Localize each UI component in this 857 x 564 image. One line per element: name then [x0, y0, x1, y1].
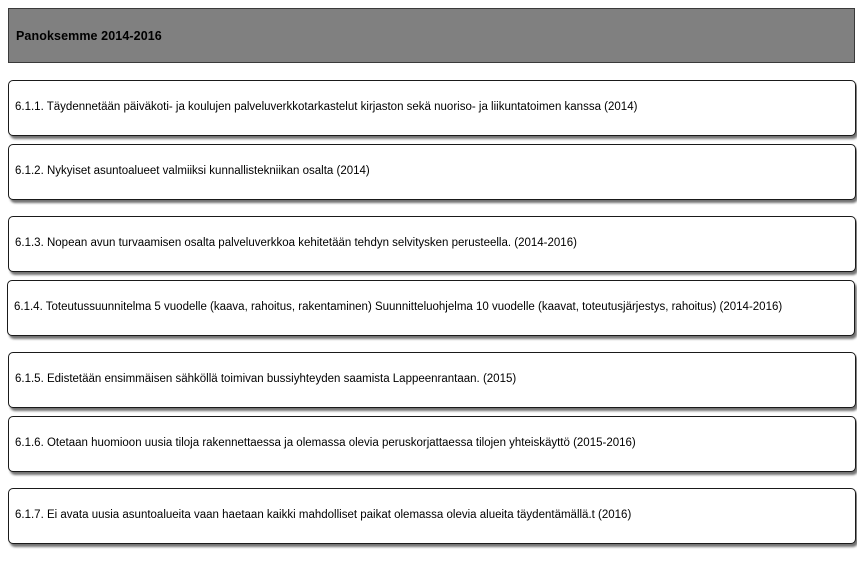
list-item [7, 280, 855, 336]
item-text: 6.1.3. Nopean avun turvaamisen osalta palveluverkkoa kehitetään tehdyn selvitysken perusteella. (2014-2016) [15, 237, 577, 249]
list-item [8, 416, 856, 472]
section-title: Panoksemme 2014-2016 [16, 29, 162, 43]
section-header [8, 8, 855, 63]
item-text: 6.1.1. Täydennetään päiväkoti- ja koulujen palveluverkkotarkastelut kirjaston sekä nuoriso- ja liikuntatoimen kanssa (2014) [15, 101, 638, 113]
item-text: 6.1.6. Otetaan huomioon uusia tiloja rakennettaessa ja olemassa olevia peruskorjattaessa tilojen yhteiskäyttö (2015-2016) [15, 437, 636, 449]
list-item [8, 352, 856, 408]
list-item [8, 488, 856, 544]
item-text: 6.1.5. Edistetään ensimmäisen sähköllä toimivan bussiyhteyden saamista Lappeenrantaan. (2015) [15, 373, 517, 385]
item-text: 6.1.4. Toteutussuunnitelma 5 vuodelle (kaava, rahoitus, rakentaminen) Suunnitteluohjelma 10 vuodelle (kaavat, toteutusjärjestys, rahoitus) (2014-2016) [14, 301, 783, 313]
list-item [8, 216, 856, 272]
list-item [8, 80, 856, 136]
item-text: 6.1.7. Ei avata uusia asuntoalueita vaan haetaan kaikki mahdolliset paikat olemassa olevia alueita täydentämällä.t (2016) [15, 509, 632, 521]
item-text: 6.1.2. Nykyiset asuntoalueet valmiiksi kunnallistekniikan osalta (2014) [15, 165, 370, 177]
list-item [8, 144, 856, 200]
